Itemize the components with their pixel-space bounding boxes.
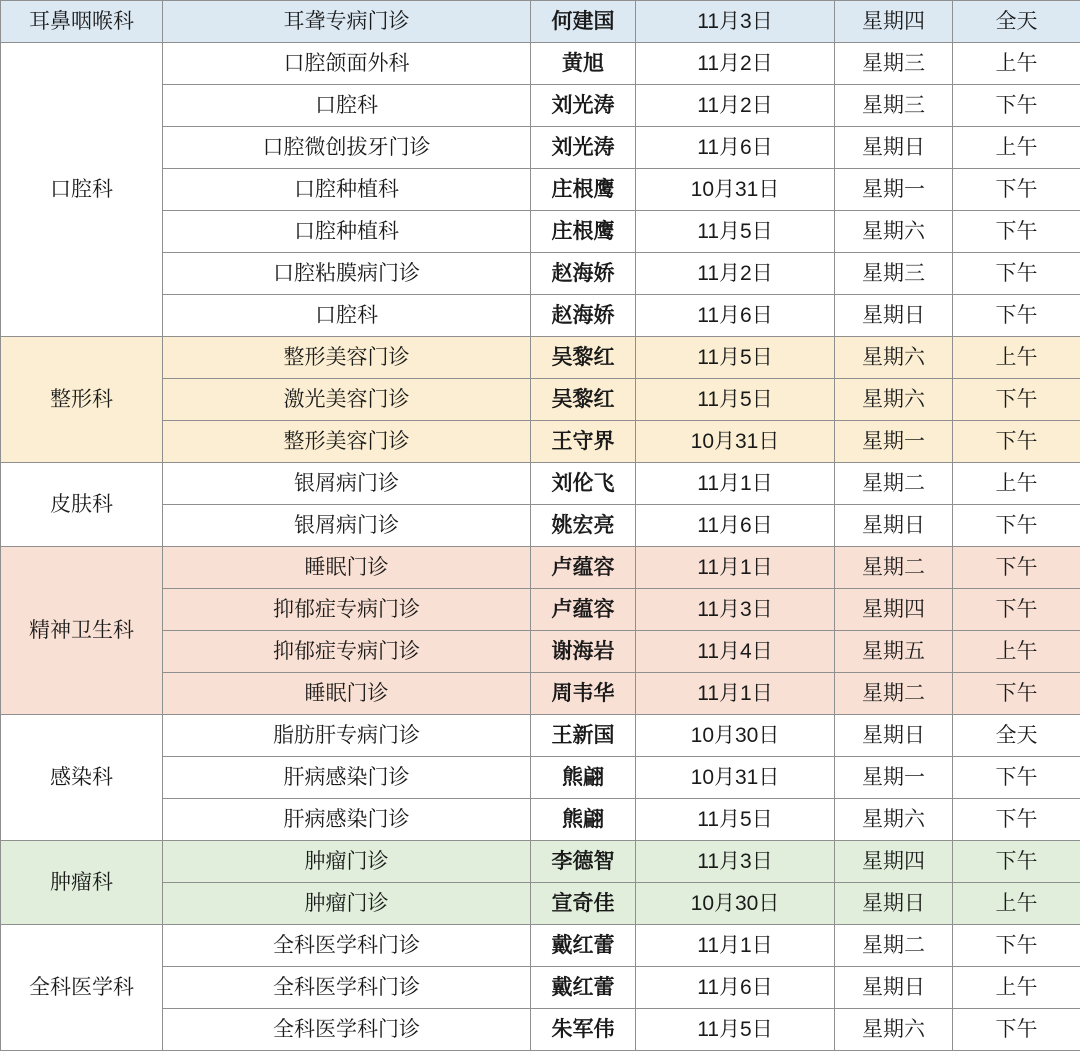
weekday-cell: 星期六 xyxy=(835,799,953,841)
period-cell: 下午 xyxy=(953,253,1080,295)
date-cell: 11月4日 xyxy=(636,631,835,673)
table-row xyxy=(1,211,1080,253)
department-cell: 口腔科 xyxy=(1,43,163,337)
date-cell: 11月5日 xyxy=(636,799,835,841)
weekday-cell: 星期三 xyxy=(835,253,953,295)
table-row xyxy=(1,169,1080,211)
period-cell: 上午 xyxy=(953,631,1080,673)
clinic-name-cell: 肿瘤门诊 xyxy=(163,883,531,925)
period-cell: 下午 xyxy=(953,799,1080,841)
table-row xyxy=(1,589,1080,631)
clinic-name-cell: 抑郁症专病门诊 xyxy=(163,631,531,673)
weekday-cell: 星期日 xyxy=(835,883,953,925)
table-row xyxy=(1,1,1080,43)
date-cell: 11月1日 xyxy=(636,673,835,715)
table-row xyxy=(1,799,1080,841)
period-cell: 下午 xyxy=(953,1009,1080,1051)
period-cell: 上午 xyxy=(953,967,1080,1009)
date-cell: 11月5日 xyxy=(636,337,835,379)
table-row xyxy=(1,85,1080,127)
period-cell: 下午 xyxy=(953,673,1080,715)
table-row xyxy=(1,925,1080,967)
date-cell: 11月6日 xyxy=(636,505,835,547)
period-cell: 上午 xyxy=(953,127,1080,169)
table-row xyxy=(1,715,1080,757)
doctor-name-cell: 刘伦飞 xyxy=(531,463,636,505)
date-cell: 11月2日 xyxy=(636,43,835,85)
department-cell: 肿瘤科 xyxy=(1,841,163,925)
weekday-cell: 星期六 xyxy=(835,337,953,379)
clinic-name-cell: 激光美容门诊 xyxy=(163,379,531,421)
clinic-name-cell: 睡眠门诊 xyxy=(163,673,531,715)
weekday-cell: 星期二 xyxy=(835,547,953,589)
date-cell: 11月3日 xyxy=(636,589,835,631)
doctor-name-cell: 吴黎红 xyxy=(531,379,636,421)
doctor-name-cell: 王守界 xyxy=(531,421,636,463)
clinic-name-cell: 肝病感染门诊 xyxy=(163,757,531,799)
department-cell: 感染科 xyxy=(1,715,163,841)
period-cell: 下午 xyxy=(953,295,1080,337)
weekday-cell: 星期一 xyxy=(835,421,953,463)
clinic-name-cell: 耳聋专病门诊 xyxy=(163,1,531,43)
doctor-name-cell: 赵海娇 xyxy=(531,253,636,295)
table-row xyxy=(1,547,1080,589)
date-cell: 10月30日 xyxy=(636,715,835,757)
date-cell: 11月5日 xyxy=(636,1009,835,1051)
doctor-name-cell: 熊翩 xyxy=(531,757,636,799)
date-cell: 11月6日 xyxy=(636,295,835,337)
weekday-cell: 星期日 xyxy=(835,715,953,757)
date-cell: 11月1日 xyxy=(636,463,835,505)
table-row xyxy=(1,253,1080,295)
doctor-name-cell: 卢蕴容 xyxy=(531,589,636,631)
period-cell: 上午 xyxy=(953,463,1080,505)
period-cell: 下午 xyxy=(953,547,1080,589)
period-cell: 上午 xyxy=(953,337,1080,379)
period-cell: 下午 xyxy=(953,589,1080,631)
clinic-name-cell: 全科医学科门诊 xyxy=(163,925,531,967)
date-cell: 10月31日 xyxy=(636,757,835,799)
clinic-name-cell: 口腔种植科 xyxy=(163,211,531,253)
date-cell: 11月5日 xyxy=(636,211,835,253)
weekday-cell: 星期六 xyxy=(835,211,953,253)
date-cell: 10月31日 xyxy=(636,421,835,463)
period-cell: 下午 xyxy=(953,421,1080,463)
clinic-name-cell: 整形美容门诊 xyxy=(163,337,531,379)
schedule-rows xyxy=(1,1,1080,1051)
doctor-name-cell: 吴黎红 xyxy=(531,337,636,379)
date-cell: 11月5日 xyxy=(636,379,835,421)
weekday-cell: 星期一 xyxy=(835,169,953,211)
department-cell: 精神卫生科 xyxy=(1,547,163,715)
period-cell: 全天 xyxy=(953,715,1080,757)
department-cell: 全科医学科 xyxy=(1,925,163,1051)
clinic-name-cell: 口腔粘膜病门诊 xyxy=(163,253,531,295)
table-row xyxy=(1,841,1080,883)
doctor-name-cell: 熊翩 xyxy=(531,799,636,841)
weekday-cell: 星期四 xyxy=(835,1,953,43)
table-row xyxy=(1,631,1080,673)
clinic-name-cell: 口腔种植科 xyxy=(163,169,531,211)
date-cell: 11月1日 xyxy=(636,547,835,589)
doctor-name-cell: 戴红蕾 xyxy=(531,925,636,967)
date-cell: 11月2日 xyxy=(636,85,835,127)
weekday-cell: 星期三 xyxy=(835,85,953,127)
period-cell: 下午 xyxy=(953,85,1080,127)
doctor-name-cell: 何建国 xyxy=(531,1,636,43)
clinic-name-cell: 银屑病门诊 xyxy=(163,463,531,505)
clinic-name-cell: 脂肪肝专病门诊 xyxy=(163,715,531,757)
weekday-cell: 星期一 xyxy=(835,757,953,799)
clinic-name-cell: 口腔科 xyxy=(163,85,531,127)
clinic-name-cell: 睡眠门诊 xyxy=(163,547,531,589)
table-row xyxy=(1,421,1080,463)
table-row xyxy=(1,43,1080,85)
department-cell: 耳鼻咽喉科 xyxy=(1,1,163,43)
period-cell: 下午 xyxy=(953,379,1080,421)
period-cell: 全天 xyxy=(953,1,1080,43)
weekday-cell: 星期日 xyxy=(835,295,953,337)
period-cell: 下午 xyxy=(953,757,1080,799)
period-cell: 下午 xyxy=(953,505,1080,547)
date-cell: 11月3日 xyxy=(636,1,835,43)
clinic-name-cell: 口腔颌面外科 xyxy=(163,43,531,85)
doctor-name-cell: 黄旭 xyxy=(531,43,636,85)
table-row xyxy=(1,505,1080,547)
weekday-cell: 星期五 xyxy=(835,631,953,673)
clinic-name-cell: 口腔微创拔牙门诊 xyxy=(163,127,531,169)
clinic-name-cell: 银屑病门诊 xyxy=(163,505,531,547)
doctor-name-cell: 王新国 xyxy=(531,715,636,757)
table-row xyxy=(1,883,1080,925)
clinic-name-cell: 肿瘤门诊 xyxy=(163,841,531,883)
doctor-name-cell: 周韦华 xyxy=(531,673,636,715)
doctor-name-cell: 庄根鹰 xyxy=(531,211,636,253)
weekday-cell: 星期六 xyxy=(835,1009,953,1051)
clinic-name-cell: 口腔科 xyxy=(163,295,531,337)
date-cell: 11月6日 xyxy=(636,127,835,169)
clinic-name-cell: 肝病感染门诊 xyxy=(163,799,531,841)
period-cell: 上午 xyxy=(953,43,1080,85)
weekday-cell: 星期六 xyxy=(835,379,953,421)
doctor-name-cell: 卢蕴容 xyxy=(531,547,636,589)
clinic-name-cell: 全科医学科门诊 xyxy=(163,1009,531,1051)
date-cell: 10月31日 xyxy=(636,169,835,211)
table-row xyxy=(1,379,1080,421)
date-cell: 11月2日 xyxy=(636,253,835,295)
period-cell: 下午 xyxy=(953,169,1080,211)
weekday-cell: 星期四 xyxy=(835,841,953,883)
doctor-name-cell: 赵海娇 xyxy=(531,295,636,337)
table-row xyxy=(1,295,1080,337)
doctor-name-cell: 李德智 xyxy=(531,841,636,883)
period-cell: 上午 xyxy=(953,883,1080,925)
table-row xyxy=(1,757,1080,799)
doctor-name-cell: 宣奇佳 xyxy=(531,883,636,925)
date-cell: 11月3日 xyxy=(636,841,835,883)
table-row xyxy=(1,967,1080,1009)
period-cell: 下午 xyxy=(953,211,1080,253)
table-row xyxy=(1,463,1080,505)
weekday-cell: 星期二 xyxy=(835,925,953,967)
weekday-cell: 星期二 xyxy=(835,463,953,505)
weekday-cell: 星期日 xyxy=(835,505,953,547)
clinic-name-cell: 抑郁症专病门诊 xyxy=(163,589,531,631)
doctor-name-cell: 刘光涛 xyxy=(531,127,636,169)
department-cell: 整形科 xyxy=(1,337,163,463)
table-row xyxy=(1,673,1080,715)
doctor-name-cell: 刘光涛 xyxy=(531,85,636,127)
weekday-cell: 星期二 xyxy=(835,673,953,715)
doctor-name-cell: 庄根鹰 xyxy=(531,169,636,211)
doctor-name-cell: 戴红蕾 xyxy=(531,967,636,1009)
date-cell: 11月6日 xyxy=(636,967,835,1009)
clinic-name-cell: 全科医学科门诊 xyxy=(163,967,531,1009)
date-cell: 10月30日 xyxy=(636,883,835,925)
date-cell: 11月1日 xyxy=(636,925,835,967)
weekday-cell: 星期四 xyxy=(835,589,953,631)
period-cell: 下午 xyxy=(953,925,1080,967)
doctor-name-cell: 朱军伟 xyxy=(531,1009,636,1051)
doctor-name-cell: 谢海岩 xyxy=(531,631,636,673)
department-cell: 皮肤科 xyxy=(1,463,163,547)
period-cell: 下午 xyxy=(953,841,1080,883)
weekday-cell: 星期三 xyxy=(835,43,953,85)
doctor-name-cell: 姚宏亮 xyxy=(531,505,636,547)
table-row xyxy=(1,127,1080,169)
table-row xyxy=(1,1009,1080,1051)
weekday-cell: 星期日 xyxy=(835,967,953,1009)
weekday-cell: 星期日 xyxy=(835,127,953,169)
table-row xyxy=(1,337,1080,379)
clinic-name-cell: 整形美容门诊 xyxy=(163,421,531,463)
